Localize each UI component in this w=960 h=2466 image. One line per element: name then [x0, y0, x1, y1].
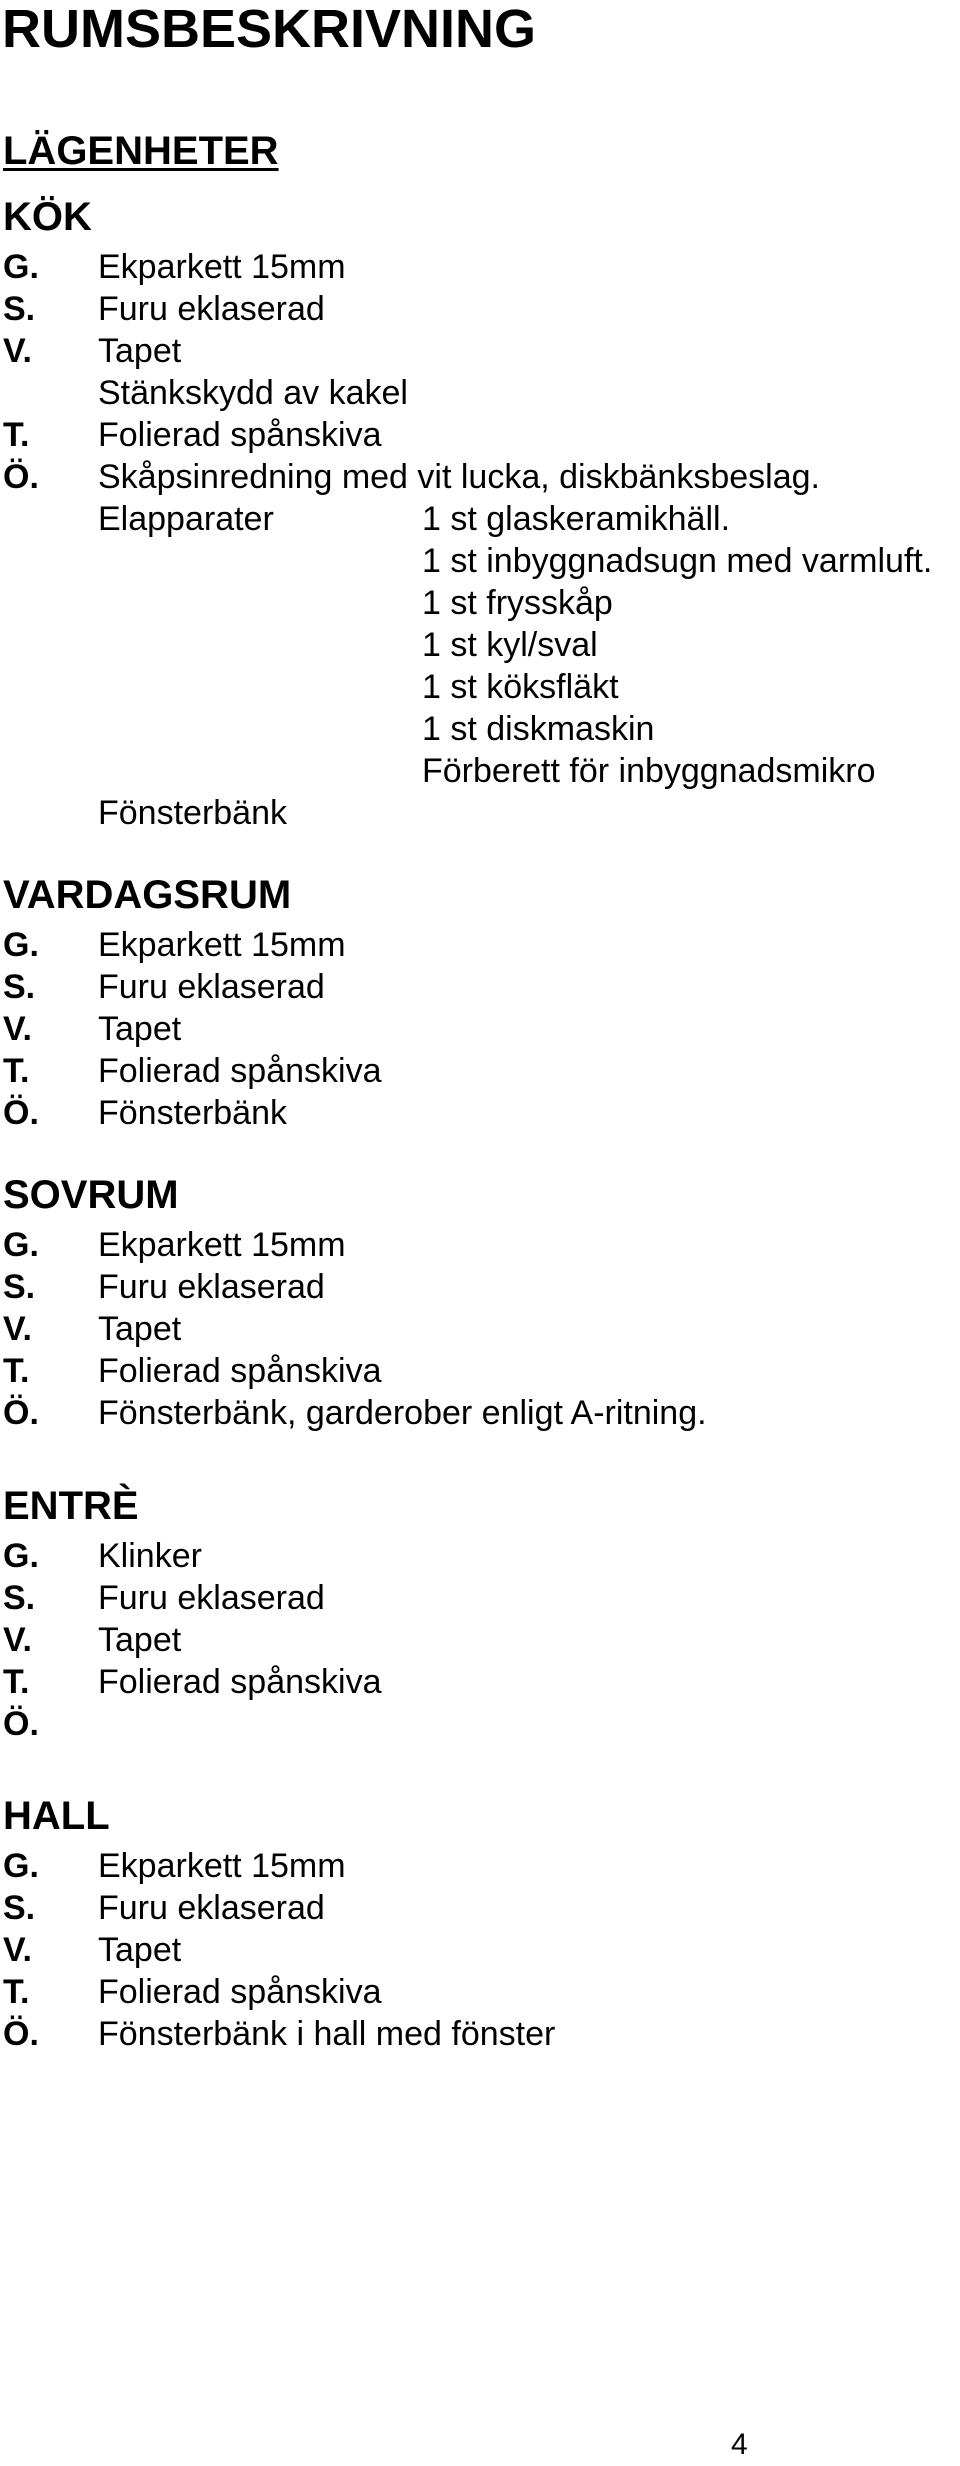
spec-code: S. — [3, 1268, 36, 1306]
spec-text: Fönsterbänk, garderober enligt A-ritning. — [98, 1394, 707, 1432]
spec-code: G. — [3, 1847, 39, 1885]
appliance-row — [3, 498, 953, 540]
spec-row — [3, 1092, 953, 1134]
spec-row — [3, 1577, 953, 1619]
spec-text: Ekparkett 15mm — [98, 1847, 346, 1885]
spec-row — [3, 1050, 953, 1092]
spec-row — [3, 1703, 953, 1745]
spec-text: Skåpsinredning med vit lucka, diskbänksbeslag. — [98, 458, 820, 496]
spec-text: Fönsterbänk — [98, 1094, 287, 1132]
spec-text: Folierad spånskiva — [98, 416, 382, 454]
spec-code: S. — [3, 1889, 36, 1927]
spec-code: V. — [3, 1621, 33, 1659]
appliance-item: 1 st diskmaskin — [422, 710, 655, 748]
spec-code: G. — [3, 1537, 39, 1575]
spec-row — [3, 1661, 953, 1703]
spec-text: Fönsterbänk i hall med fönster — [98, 2015, 556, 2053]
appliance-item: Förberett för inbyggnadsmikro — [422, 752, 876, 790]
spec-code: G. — [3, 248, 39, 286]
spec-row — [3, 792, 953, 834]
spec-text: Folierad spånskiva — [98, 1052, 382, 1090]
spec-code: Ö. — [3, 2015, 39, 2053]
room-title-hall: HALL — [3, 1794, 110, 1838]
page-number: 4 — [731, 2428, 748, 2461]
spec-code: T. — [3, 416, 30, 454]
spec-row — [3, 1350, 953, 1392]
appliance-item: 1 st glaskeramikhäll. — [422, 500, 731, 538]
appliance-item: 1 st inbyggnadsugn med varmluft. — [422, 542, 933, 580]
section-heading-lagenheter: LÄGENHETER — [3, 129, 279, 173]
spec-row — [3, 1971, 953, 2013]
room-title-entre: ENTRÈ — [3, 1484, 139, 1528]
spec-row — [3, 330, 953, 372]
appliances-label: Elapparater — [98, 500, 274, 538]
spec-row — [3, 1224, 953, 1266]
spec-text: Klinker — [98, 1537, 202, 1575]
spec-text: Furu eklaserad — [98, 968, 325, 1006]
spec-row — [3, 1392, 953, 1434]
spec-text: Folierad spånskiva — [98, 1663, 382, 1701]
appliance-item: 1 st frysskåp — [422, 584, 613, 622]
room-hall — [3, 1793, 953, 2055]
spec-text: Folierad spånskiva — [98, 1352, 382, 1390]
spec-code: T. — [3, 1052, 30, 1090]
spec-row — [3, 456, 953, 498]
spec-code: Ö. — [3, 458, 39, 496]
spec-code: T. — [3, 1663, 30, 1701]
spec-code: V. — [3, 1010, 33, 1048]
spec-text: Furu eklaserad — [98, 1889, 325, 1927]
appliance-row — [3, 750, 953, 792]
spec-text: Stänkskydd av kakel — [98, 374, 408, 412]
spec-text: Ekparkett 15mm — [98, 1226, 346, 1264]
appliance-item: 1 st köksfläkt — [422, 668, 619, 706]
spec-row — [3, 1535, 953, 1577]
spec-row — [3, 966, 953, 1008]
spec-code: Ö. — [3, 1094, 39, 1132]
spec-code: Ö. — [3, 1394, 39, 1432]
spec-row — [3, 924, 953, 966]
spec-text: Furu eklaserad — [98, 1579, 325, 1617]
room-title-vardagsrum: VARDAGSRUM — [3, 873, 292, 917]
appliance-row — [3, 540, 953, 582]
spec-row — [3, 288, 953, 330]
appliance-row — [3, 666, 953, 708]
room-title-sovrum: SOVRUM — [3, 1173, 179, 1217]
spec-row — [3, 1008, 953, 1050]
room-vardagsrum — [3, 872, 953, 1134]
spec-text: Tapet — [98, 332, 182, 370]
spec-text: Ekparkett 15mm — [98, 926, 346, 964]
spec-text: Tapet — [98, 1931, 182, 1969]
spec-code: V. — [3, 332, 33, 370]
room-title-kok: KÖK — [3, 195, 92, 239]
spec-row — [3, 1619, 953, 1661]
spec-row — [3, 414, 953, 456]
spec-row — [3, 1929, 953, 1971]
spec-text: Furu eklaserad — [98, 1268, 325, 1306]
spec-row — [3, 246, 953, 288]
spec-row — [3, 1308, 953, 1350]
spec-code: T. — [3, 1973, 30, 2011]
spec-row — [3, 1887, 953, 1929]
spec-code: G. — [3, 1226, 39, 1264]
room-entre — [3, 1483, 953, 1745]
spec-code: G. — [3, 926, 39, 964]
spec-row — [3, 372, 953, 414]
room-kok — [3, 194, 953, 834]
spec-text: Tapet — [98, 1621, 182, 1659]
spec-code: T. — [3, 1352, 30, 1390]
spec-code: Ö. — [3, 1705, 39, 1743]
spec-text: Folierad spånskiva — [98, 1973, 382, 2011]
spec-code: S. — [3, 1579, 36, 1617]
spec-text: Ekparkett 15mm — [98, 248, 346, 286]
spec-row — [3, 1266, 953, 1308]
document-title: RUMSBESKRIVNING — [2, 0, 537, 59]
spec-code: V. — [3, 1310, 33, 1348]
spec-code: S. — [3, 968, 36, 1006]
spec-text: Furu eklaserad — [98, 290, 325, 328]
spec-row — [3, 2013, 953, 2055]
appliance-row — [3, 624, 953, 666]
spec-text: Tapet — [98, 1310, 182, 1348]
spec-row — [3, 1845, 953, 1887]
spec-code: S. — [3, 290, 36, 328]
spec-text: Tapet — [98, 1010, 182, 1048]
appliance-item: 1 st kyl/sval — [422, 626, 598, 664]
appliance-row — [3, 582, 953, 624]
window-sill-text: Fönsterbänk — [98, 794, 287, 832]
spec-code: V. — [3, 1931, 33, 1969]
room-sovrum — [3, 1172, 953, 1434]
appliance-row — [3, 708, 953, 750]
